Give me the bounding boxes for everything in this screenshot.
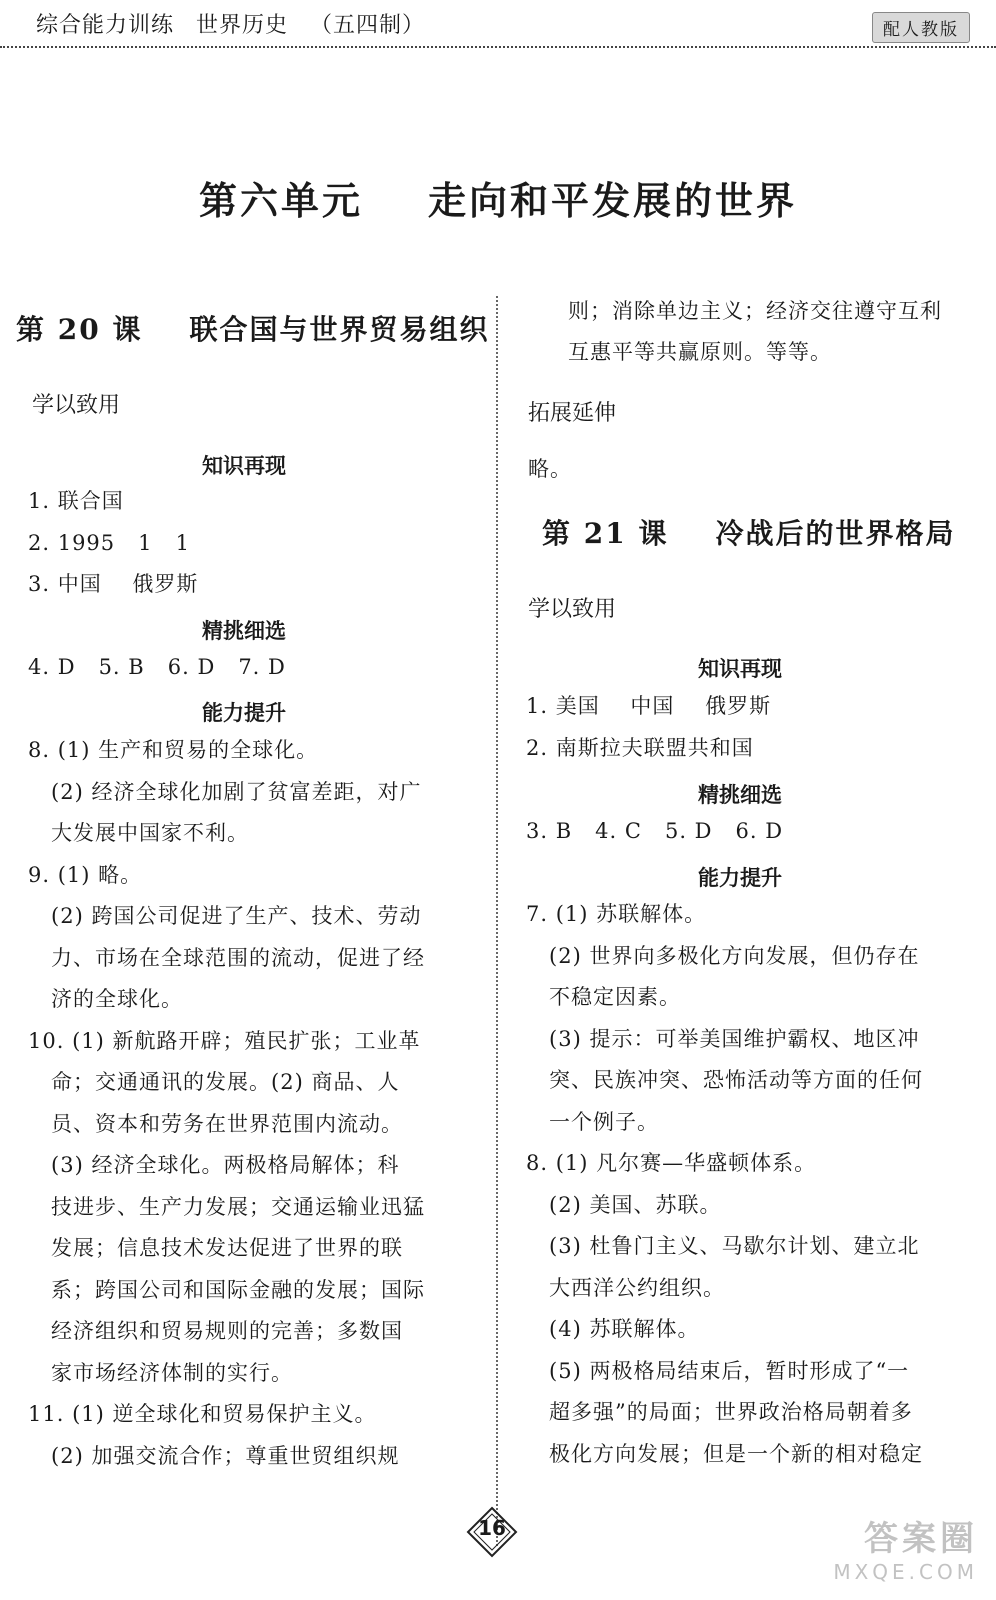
lesson-20-title: 第 20 课 联合国与世界贸易组织 — [16, 313, 490, 346]
heading-choice: 精挑细选 — [698, 783, 782, 807]
answer-line: 一个例子。 — [526, 1109, 660, 1134]
answer-line: 10. (1) 新航路开辟；殖民扩张；工业革 — [28, 1028, 421, 1053]
answer-line: 2. 南斯拉夫联盟共和国 — [526, 736, 754, 760]
answer-line: 超多强”的局面；世界政治格局朝着多 — [526, 1400, 913, 1424]
answer-line: (3) 经济全球化。两极格局解体；科 — [28, 1153, 400, 1177]
answer-line: 大发展中国家不利。 — [28, 821, 250, 845]
answer-line: (2) 经济全球化加剧了贫富差距，对广 — [28, 779, 422, 804]
heading-choice: 精挑细选 — [202, 619, 286, 643]
answer-line: 则；消除单边主义；经济交往遵守互利 — [568, 299, 942, 323]
answer-line: 员、资本和劳务在世界范围内流动。 — [28, 1111, 404, 1136]
answer-line: (2) 世界向多极化方向发展，但仍存在 — [526, 943, 920, 968]
answer-line: 2. 1995 1 1 — [28, 531, 190, 555]
answer-line: 技进步、生产力发展；交通运输业迅猛 — [28, 1194, 426, 1219]
answer-line: (3) 提示：可举美国维护霸权、地区冲 — [526, 1026, 920, 1051]
answer-line: 突、民族冲突、恐怖活动等方面的任何 — [526, 1068, 924, 1092]
lesson-21-title: 第 21 课 冷战后的世界格局 — [542, 517, 956, 550]
watermark — [833, 1511, 978, 1584]
section-extension: 拓展延伸 — [528, 401, 617, 426]
answer-line: 8. (1) 凡尔赛—华盛顿体系。 — [526, 1151, 817, 1175]
answer-line: 家市场经济体制的实行。 — [28, 1360, 294, 1385]
answer-line: 不稳定因素。 — [526, 985, 682, 1009]
book-name: 综合能力训练 — [36, 13, 175, 38]
unit-title: 第六单元 走向和平发展的世界 — [199, 178, 797, 223]
extension-text: 略。 — [528, 457, 572, 481]
section-practice: 学以致用 — [32, 393, 121, 418]
heading-ability: 能力提升 — [698, 866, 782, 890]
answer-line: 3. 中国 俄罗斯 — [28, 572, 199, 596]
edition-badge: 配人教版 — [872, 12, 970, 43]
answer-line: 4. D 5. B 6. D 7. D — [28, 655, 286, 679]
answer-line: 1. 联合国 — [28, 489, 124, 513]
answer-line: (4) 苏联解体。 — [526, 1317, 700, 1341]
answer-line: 互惠平等共赢原则。等等。 — [568, 340, 832, 364]
answer-line: (3) 杜鲁门主义、马歇尔计划、建立北 — [526, 1234, 920, 1258]
answer-line: 3. B 4. C 5. D 6. D — [526, 819, 784, 843]
answer-line: 7. (1) 苏联解体。 — [526, 902, 707, 926]
answer-line: 极化方向发展；但是一个新的相对稳定 — [526, 1441, 924, 1466]
page-number-badge — [464, 1504, 520, 1560]
answer-line: 11. (1) 逆全球化和贸易保护主义。 — [28, 1402, 377, 1426]
answer-line: (5) 两极格局结束后，暂时形成了“一 — [526, 1358, 910, 1383]
column-divider — [496, 296, 498, 1546]
answer-line: (2) 跨国公司促进了生产、技术、劳动 — [28, 904, 422, 928]
watermark-logo: 答案圈 — [864, 1519, 978, 1559]
answer-line: 经济组织和贸易规则的完善；多数国 — [28, 1319, 404, 1343]
answer-line: 1. 美国 中国 俄罗斯 — [526, 694, 772, 718]
page-number: 16 — [478, 1516, 506, 1540]
heading-knowledge: 知识再现 — [698, 657, 782, 681]
section-practice: 学以致用 — [528, 597, 617, 622]
answer-line: 8. (1) 生产和贸易的全球化。 — [28, 738, 319, 762]
answer-line: 力、市场在全球范围的流动，促进了经 — [28, 945, 426, 970]
subject-name: 世界历史 — [196, 13, 289, 38]
heading-knowledge: 知识再现 — [202, 454, 286, 478]
answer-line: 大西洋公约组织。 — [526, 1275, 726, 1300]
answer-line: 命；交通通讯的发展。(2) 商品、人 — [28, 1070, 400, 1094]
answer-line: (2) 美国、苏联。 — [526, 1192, 722, 1217]
watermark-url: MXQE.COM — [833, 1560, 978, 1584]
header-title — [36, 8, 439, 39]
answer-line: (2) 加强交流合作；尊重世贸组织规 — [28, 1443, 400, 1468]
page-header — [0, 0, 996, 48]
heading-ability: 能力提升 — [202, 701, 286, 725]
answer-line: 济的全球化。 — [28, 987, 184, 1011]
answer-line: 9. (1) 略。 — [28, 862, 143, 887]
answer-line: 系；跨国公司和国际金融的发展；国际 — [28, 1277, 426, 1302]
answer-line: 发展；信息技术发达促进了世界的联 — [28, 1236, 404, 1260]
system-name: （五四制） — [310, 13, 426, 38]
